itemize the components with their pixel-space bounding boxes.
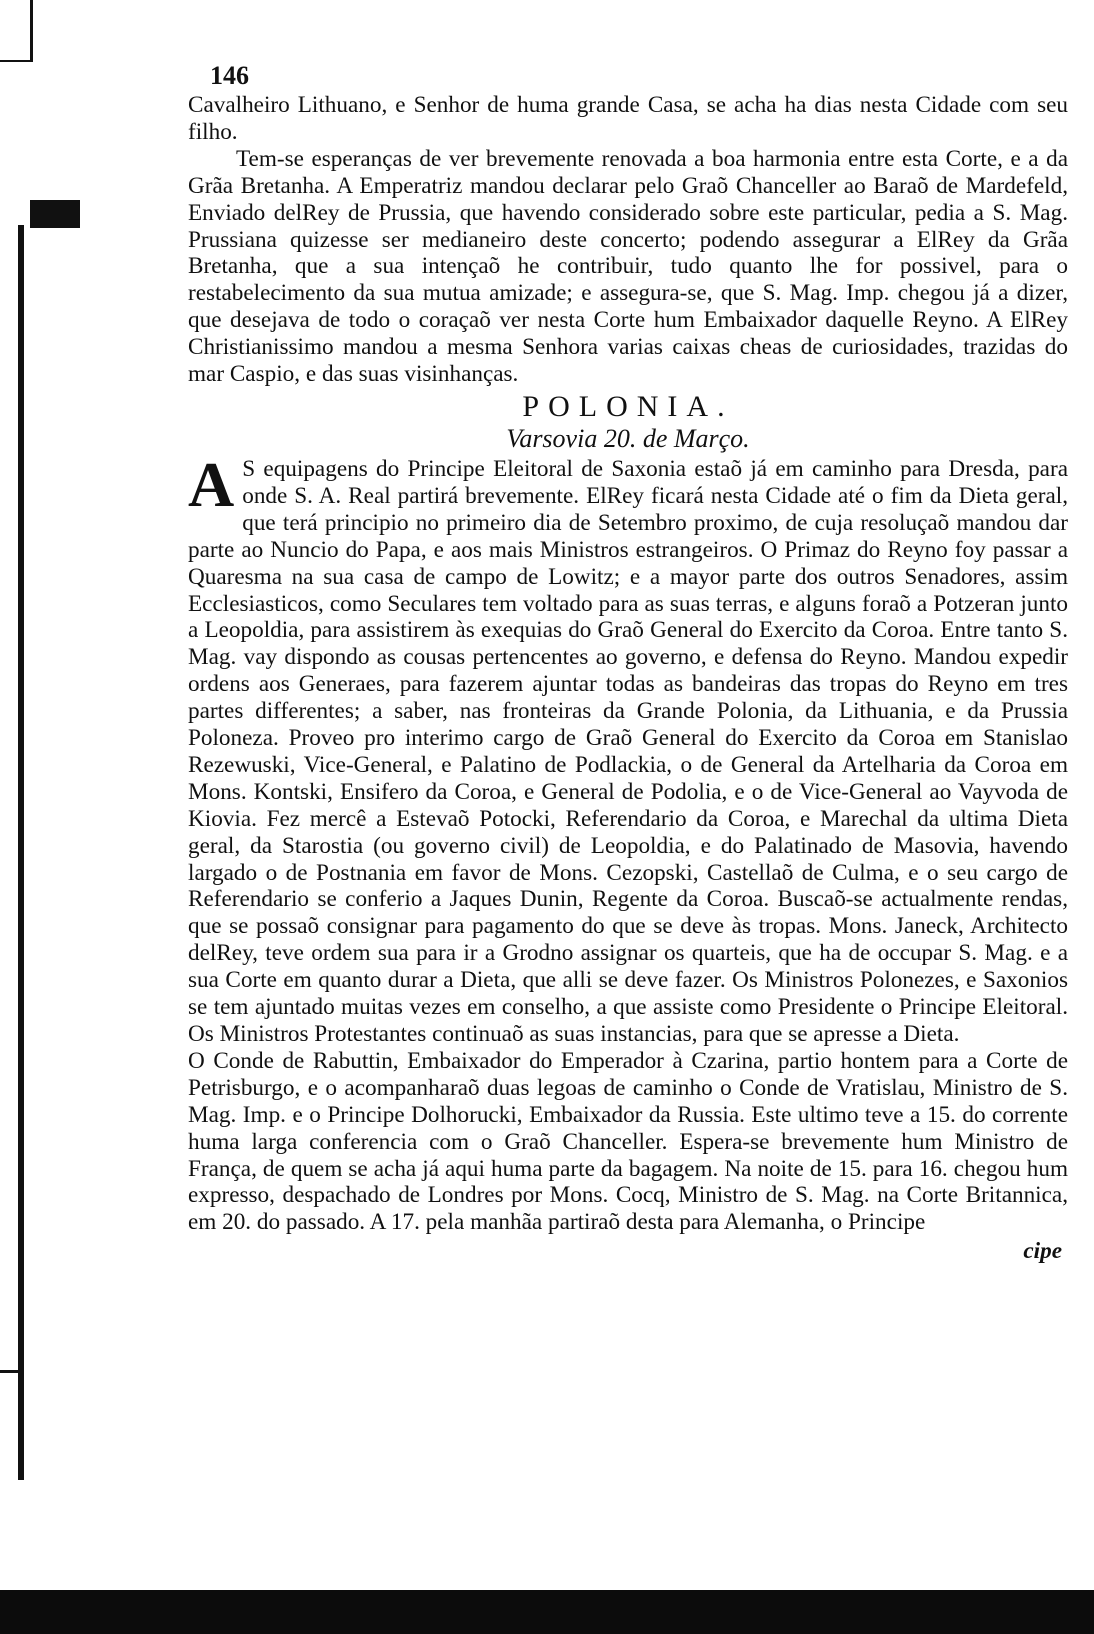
scan-bottom-edge [0, 1590, 1094, 1634]
binding-edge-line [18, 225, 24, 1480]
binding-mark [0, 0, 33, 62]
polonia-paragraph-1: AS equipagens do Principe Eleitoral de Saxonia estaõ já em caminho para Dresda, para onde S. A. Real partirá brevemente. ElRey ficará nesta Cidade até o fim da Dieta geral, que terá principio no primeiro dia de Setembro proximo, de cuja resoluçaõ mandou dar parte ao Nuncio do Papa, e aos mais Ministros estrangeiros. O Primaz do Reyno foy passar a Quaresma na sua casa de campo de Lowitz; e a mayor parte dos outros Senadores, assim Ecclesiasticos, como Seculares tem voltado para as suas terras, e alguns foraõ a Potzeran junto a Leopoldia, para assistirem às exequias do Graõ General do Exercito da Coroa. Entre tanto S. Mag. vay dispondo as cousas pertencentes ao governo, e defensa do Reyno. Mandou expedir ordens aos Generaes, para fazerem ajuntar todas as bandeiras das tropas do Reyno em tres partes differentes; a saber, nas fronteiras da Grande Polonia, da Lithuania, e da Prussia Poloneza. Proveo pro interimo cargo de Graõ General do Exercito da Coroa em Stanislao Rezewuski, Vice-General, e Palatino de Podlackia, o de General da Artelharia da Coroa em Mons. Kontski, Ensifero da Coroa, e General de Podolia, e o de Vice-General ao Vayvoda de Kiovia. Fez mercê a Estevaõ Potocki, Referendario da Coroa, e Marechal da ultima Dieta geral, da Starostia (ou governo civil) de Leopoldia, e do Palatinado de Masovia, havendo largado o de Postnania em favor de Mons. Cezopski, Castellaõ de Culma, e o seu cargo de Referendario se conferio a Jaques Dunin, Regente da Coroa. Buscaõ-se actualmente rendas, que se possaõ consignar para pagamento do que se deve às tropas. Mons. Janeck, Architecto delRey, teve ordem sua para ir a Grodno assignar os quarteis, que ha de occupar S. Mag. e a sua Corte em quanto durar a Dieta, que alli se deve fazer. Os Ministros Polonezes, e Saxonios se tem ajuntado muitas vezes em conselho, a que assiste como Presidente o Principe Eleitoral. Os Ministros Protestantes continuaõ as suas instancias, para que se apresse a Dieta. [188, 448, 1068, 1047]
intro-paragraph-2: Tem-se esperanças de ver brevemente renovada a boa harmonia entre esta Corte, e a da Grãa Bretanha. A Emperatriz mandou declarar pelo Graõ Chanceller ao Baraõ de Mardefeld, Enviado delRey de Prussia, que havendo considerado sobre este particular, pedia a S. Mag. Prussiana quizesse ser medianeiro deste concerto; podendo assegurar a ElRey da Grãa Bretanha, que a sua intençaõ he contribuir, tudo quanto lhe for possivel, para o restabelecimento da sua mutua amizade; e assegura-se, que S. Mag. Imp. chegou já a dizer, que desejava de todo o coraçaõ ver nesta Corte hum Embaixador daquelle Reyno. A ElRey Christianissimo mandou a mesma Senhora varias caixas cheas de curiosidades, trazidas do mar Caspio, e das suas visinhanças. [188, 145, 1068, 388]
dateline: Varsovia 20. de Março. [506, 423, 750, 453]
binding-tab [30, 200, 80, 228]
section-title: POLONIA. [522, 389, 734, 423]
page-number: 146 [210, 61, 249, 90]
gazette-page [188, 56, 1068, 1265]
intro-paragraph-1: Cavalheiro Lithuano, e Senhor de huma grande Casa, se acha ha dias nesta Cidade com seu filho. [188, 92, 1068, 145]
catchword: cipe [1023, 1238, 1062, 1265]
binding-dash [0, 1370, 22, 1373]
polonia-paragraph-2: O Conde de Rabuttin, Embaixador do Emperador à Czarina, partio hontem para a Corte de Petrisburgo, e o acompanharaõ duas legoas de caminho o Conde de Vratislau, Ministro de S. Mag. Imp. e o Principe Dolhorucki, Embaixador da Russia. Este ultimo teve a 15. do corrente huma larga conferencia com o Graõ Chanceller. Espera-se brevemente hum Ministro de França, de quem se acha já aqui huma parte da bagagem. Na noite de 15. para 16. chegou hum expresso, despachado de Londres por Mons. Cocq, Ministro de S. Mag. na Corte Britannica, em 20. do passado. A 17. pela manhãa partiraõ desta para Alemanha, o Principe [188, 1047, 1068, 1236]
scan-left-margin [0, 0, 34, 1634]
